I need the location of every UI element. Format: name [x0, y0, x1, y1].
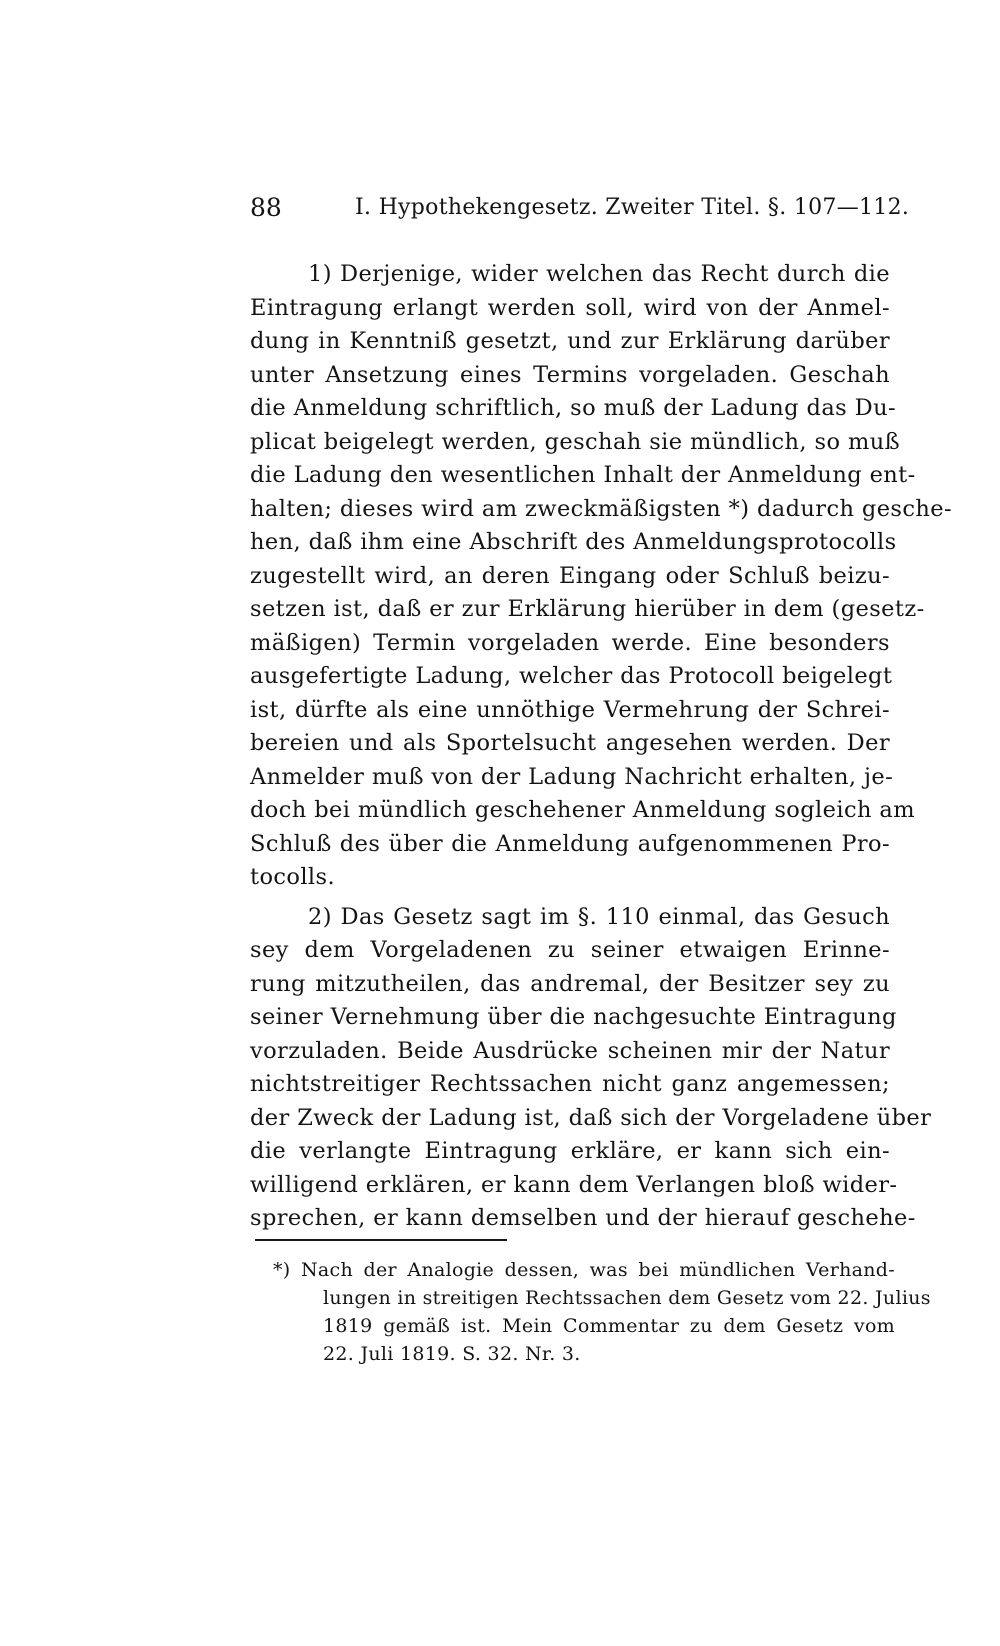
text-line: doch bei mündlich geschehener Anmeldung sogleich am: [250, 797, 915, 823]
running-title: I. Hypothekengesetz. Zweiter Titel. §. 107—112.: [355, 195, 910, 220]
text-line: dung in Kenntniß gesetzt, und zur Erklärung darüber: [250, 328, 890, 354]
footnote-line: *) Nach der Analogie dessen, was bei mündlichen Verhand-: [273, 1259, 895, 1281]
text-line: halten; dieses wird am zweckmäßigsten *) dadurch gesche-: [250, 495, 952, 522]
page-number: 88: [250, 193, 282, 222]
text-line: vorzuladen. Beide Ausdrücke scheinen mir der Natur: [250, 1037, 890, 1064]
text-line: seiner Vernehmung über die nachgesuchte Eintragung: [250, 1004, 897, 1030]
main-text: [250, 258, 952, 1236]
footnote-divider: [255, 1239, 507, 1241]
text-line: plicat beigelegt werden, geschah sie mündlich, so muß: [250, 428, 901, 455]
text-line: mäßigen) Termin vorgeladen werde. Eine besonders: [250, 629, 890, 656]
text-line: tocolls.: [250, 864, 336, 890]
text-line: die Anmeldung schriftlich, so muß der Ladung das Du-: [250, 395, 896, 421]
text-line: 2) Das Gesetz sagt im §. 110 einmal, das Gesuch: [308, 903, 890, 930]
page-header: [250, 188, 910, 228]
text-line: zugestellt wird, an deren Eingang oder Schluß beizu-: [250, 562, 890, 589]
text-line: Eintragung erlangt werden soll, wird von der Anmel-: [250, 294, 890, 321]
text-line: bereien und als Sportelsucht angesehen werden. Der: [250, 730, 890, 756]
text-line: rung mitzutheilen, das andremal, der Besitzer sey zu: [250, 970, 890, 997]
text-line: Anmelder muß von der Ladung Nachricht erhalten, je-: [250, 763, 894, 790]
footnote-line: lungen in streitigen Rechtssachen dem Gesetz vom 22. Julius: [323, 1287, 931, 1309]
text-line: willigend erklären, er kann dem Verlangen bloß wider-: [250, 1171, 898, 1198]
text-line: der Zweck der Ladung ist, daß sich der Vorgeladene über: [250, 1104, 932, 1131]
text-line: 1) Derjenige, wider welchen das Recht durch die: [308, 261, 890, 287]
text-line: nichtstreitiger Rechtssachen nicht ganz angemessen;: [250, 1071, 890, 1097]
text-line: ist, dürfte als eine unnöthige Vermehrung der Schrei-: [250, 696, 890, 723]
text-line: die verlangte Eintragung erkläre, er kann sich ein-: [250, 1138, 890, 1164]
footnote-line: 22. Juli 1819. S. 32. Nr. 3.: [323, 1343, 581, 1365]
text-line: die Ladung den wesentlichen Inhalt der Anmeldung ent-: [250, 462, 916, 488]
text-line: sey dem Vorgeladenen zu seiner etwaigen Erinne-: [250, 937, 890, 963]
text-line: unter Ansetzung eines Termins vorgeladen. Geschah: [250, 361, 890, 388]
text-line: setzen ist, daß er zur Erklärung hierüber in dem (gesetz-: [250, 596, 925, 622]
footnote: [273, 1256, 931, 1368]
text-line: hen, daß ihm eine Abschrift des Anmeldungsprotocolls: [250, 529, 897, 555]
footnote-line: 1819 gemäß ist. Mein Commentar zu dem Gesetz vom: [323, 1315, 895, 1337]
text-line: Schluß des über die Anmeldung aufgenommenen Pro-: [250, 830, 890, 857]
text-line: ausgefertigte Ladung, welcher das Protocoll beigelegt: [250, 663, 893, 689]
text-line: sprechen, er kann demselben und der hierauf geschehe-: [250, 1205, 916, 1231]
